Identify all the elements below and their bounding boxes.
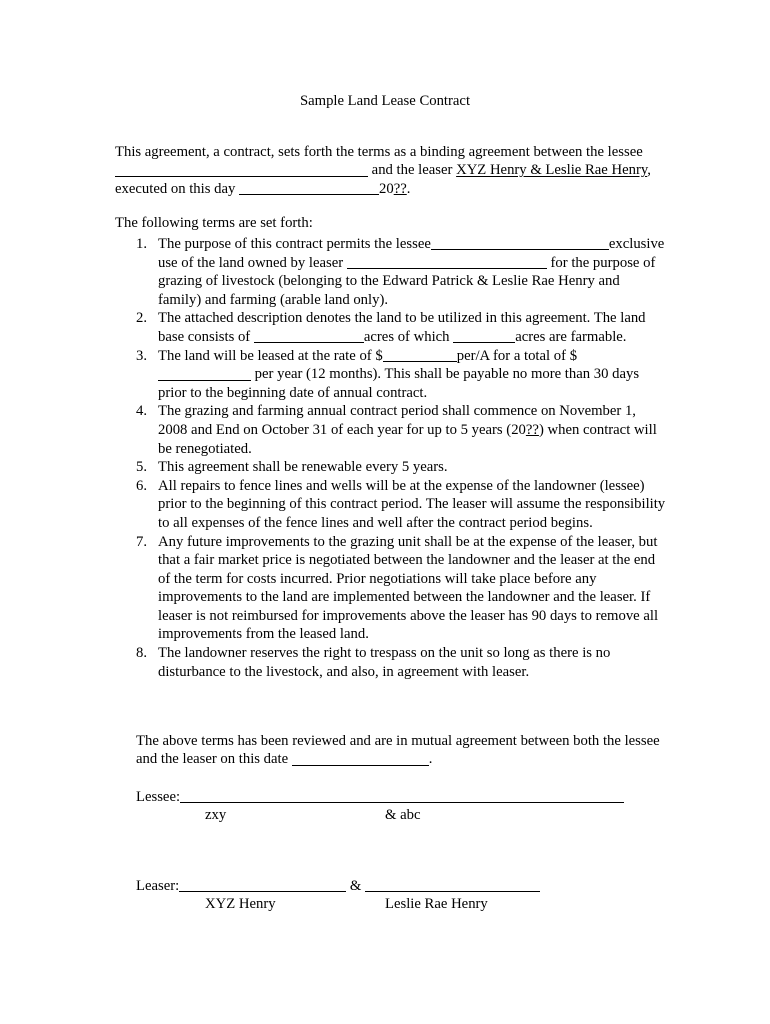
leaser-ampersand: & [349,878,362,894]
term-number: 5. [136,459,148,476]
term-text: The landowner reserves the right to trespass on the unit so long as there is no disturbance to the livestock, and also, in agreement with leaser. [158,645,611,680]
term-text: The grazing and farming annual contract period shall commence on November 1, 2008 and End on October 31 of each year for up to 5 years (20 [158,403,636,438]
fill-in-blank-i2a[interactable] [254,329,364,344]
term-text: acres of which [363,328,454,345]
lessee-name-blank[interactable] [115,162,368,177]
agreement-date-blank[interactable] [292,751,429,766]
term-text: The land will be leased at the rate of $ [158,347,383,364]
term-item [136,235,666,309]
term-item [136,347,666,403]
term-text: All repairs to fence lines and wells will be at the expense of the landowner (lessee) prior to the beginning of this contract period. The leaser will assume the responsibility to all expenses of the fence lines and well after the contract period begins. [158,477,666,531]
term-text: per year (12 months). This shall be payable no more than 30 days prior to the beginning date of annual contract. [158,366,640,401]
intro-year-prefix: 20 [379,180,394,197]
closing-text-part1: The above terms has been reviewed and are in mutual agreement between both the lessee and the leaser on this date [136,732,660,768]
term-number: 8. [136,645,148,662]
term-number: 3. [136,347,148,364]
intro-paragraph [115,143,660,199]
lessee-name-1: zxy [205,807,227,823]
fill-in-blank-i1a[interactable] [431,236,609,251]
intro-year-suffix: ?? [393,180,407,197]
term-item [136,533,666,645]
fill-in-blank-i3a[interactable] [383,347,457,362]
fill-in-blank-i2b[interactable] [453,329,515,344]
intro-text-part3: , executed on this day [115,162,651,197]
term-number: 7. [136,533,148,550]
term-item [136,477,666,533]
term-item [136,402,666,458]
term-number: 1. [136,236,148,252]
term-underlined-text: ?? [525,421,539,438]
fill-in-blank-i1b[interactable] [347,254,547,269]
leaser-name-filled: XYZ Henry & Leslie Rae Henry [456,162,648,179]
fill-in-blank-i3b[interactable] [158,366,251,381]
closing-text-part2: . [428,751,433,768]
leaser-name-1: XYZ Henry [205,896,276,912]
term-number: 4. [136,403,148,420]
term-text: acres are farmable. [515,328,627,345]
lessee-signature-names [136,806,656,825]
term-text: for the purpose of grazing of livestock (belonging to the Edward Patrick & Leslie Rae Henry and family) and farming (arable land only). [158,254,656,308]
term-item [136,458,666,477]
leaser-signature-line [136,877,656,896]
lessee-signature-blank[interactable] [180,789,624,804]
lessee-signature-label: Lessee: [136,789,181,805]
term-item [136,644,666,681]
term-text: exclusive use of the land owned by leaser [158,236,665,271]
execution-day-blank[interactable] [239,180,379,195]
lessee-name-2: & abc [385,807,421,823]
term-text: This agreement shall be renewable every 5 years. [158,459,448,476]
term-number: 6. [136,477,148,494]
leaser-signature-blank-1[interactable] [179,878,346,893]
leaser-signature-names [136,895,656,914]
term-text: ) when contract will be renegotiated. [158,421,657,457]
leaser-name-2: Leslie Rae Henry [385,896,488,912]
terms-lead-in: The following terms are set forth: [115,214,313,231]
intro-text-part1: This agreement, a contract, sets forth the terms as a binding agreement between the lessee [115,143,643,160]
closing-paragraph [136,732,661,769]
leaser-signature-label: Leaser: [136,878,180,894]
intro-text-part2: and the leaser [371,162,453,179]
page-title: Sample Land Lease Contract [299,93,471,109]
term-text: The attached description denotes the land to be utilized in this agreement. The land base consists of [158,310,646,345]
intro-period: . [406,180,411,197]
term-text: Any future improvements to the grazing unit shall be at the expense of the leaser, but that a fair market price is negotiated between the landowner and the leaser at the end of the term for costs incurred. Prior negotiations will take place before any improvements to the land are implemented between the landowner and the leaser. If leaser is not reimbursed for improvements above the leaser has 90 days to remove all improvements from the leased land. [158,533,659,643]
term-text: The purpose of this contract permits the lessee [158,236,431,252]
term-item [136,309,666,346]
term-text: per/A for a total of $ [456,347,578,364]
lessee-signature-line [136,788,656,807]
leaser-signature-blank-2[interactable] [365,878,540,893]
term-number: 2. [136,310,148,327]
terms-list [136,235,666,681]
